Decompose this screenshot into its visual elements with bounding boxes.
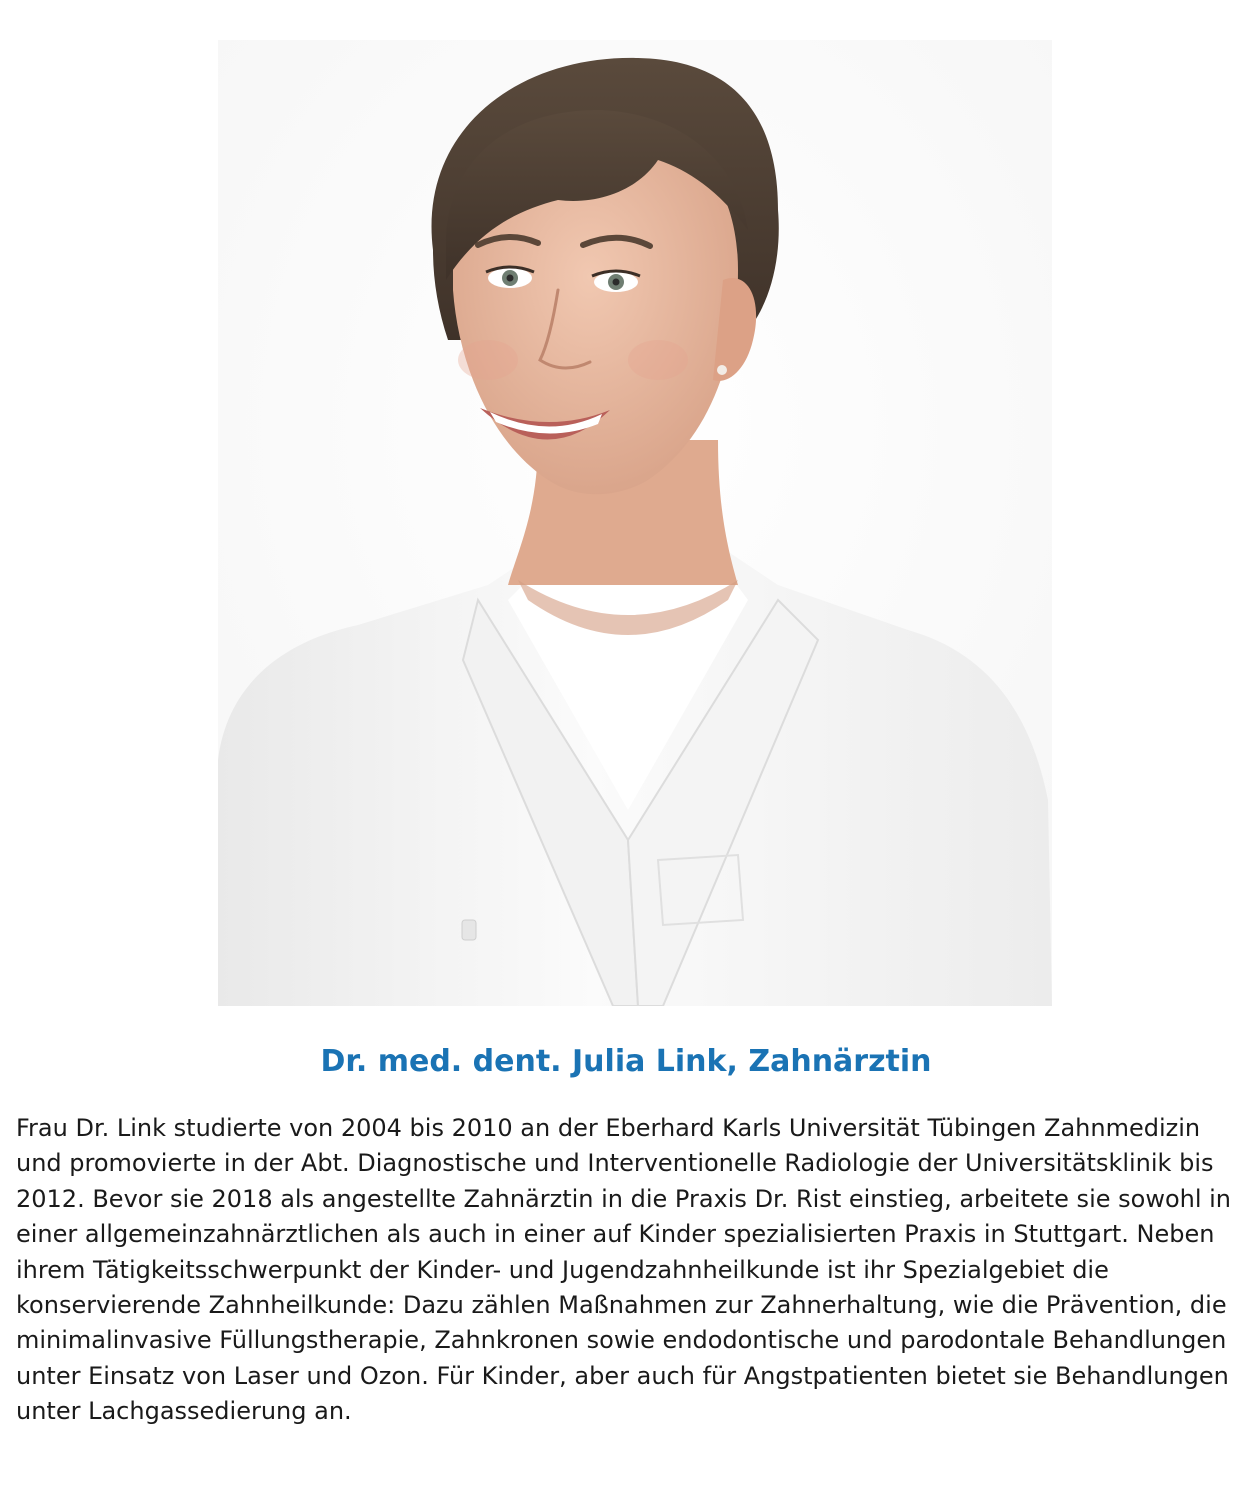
dentist-name-caption: Dr. med. dent. Julia Link, Zahnärztin xyxy=(320,1044,932,1079)
portrait-photo xyxy=(218,40,1052,1006)
person-portrait-icon xyxy=(218,40,1052,1006)
biography-text: Frau Dr. Link studierte von 2004 bis 2010 an der Eberhard Karls Universität Tübingen Zahnmedizin und promovierte in der Abt. Diagnostische und Interventionelle Radiologie der Universitätsklinik bis 2012. Bevor sie 2018 als angestellte Zahnärztin in die Praxis Dr. Rist einstieg, arbeitete sie sowohl in einer allgemeinzahnärztlichen als auch in einer auf Kinder spezialisierten Praxis in Stuttgart. Neben ihrem Tätigkeitsschwerpunkt der Kinder- und Jugendzahnheilkunde ist ihr Spezialgebiet die konservierende Zahnheilkunde: Dazu zählen Maßnahmen zur Zahnerhaltung, wie die Prävention, die minimalinvasive Füllungstherapie, Zahnkronen sowie endodontische und parodontale Behandlungen unter Einsatz von Laser und Ozon. Für Kinder, aber auch für Angstpatienten bietet sie Behandlungen unter Lachgassedierung an. xyxy=(16,1114,1232,1426)
